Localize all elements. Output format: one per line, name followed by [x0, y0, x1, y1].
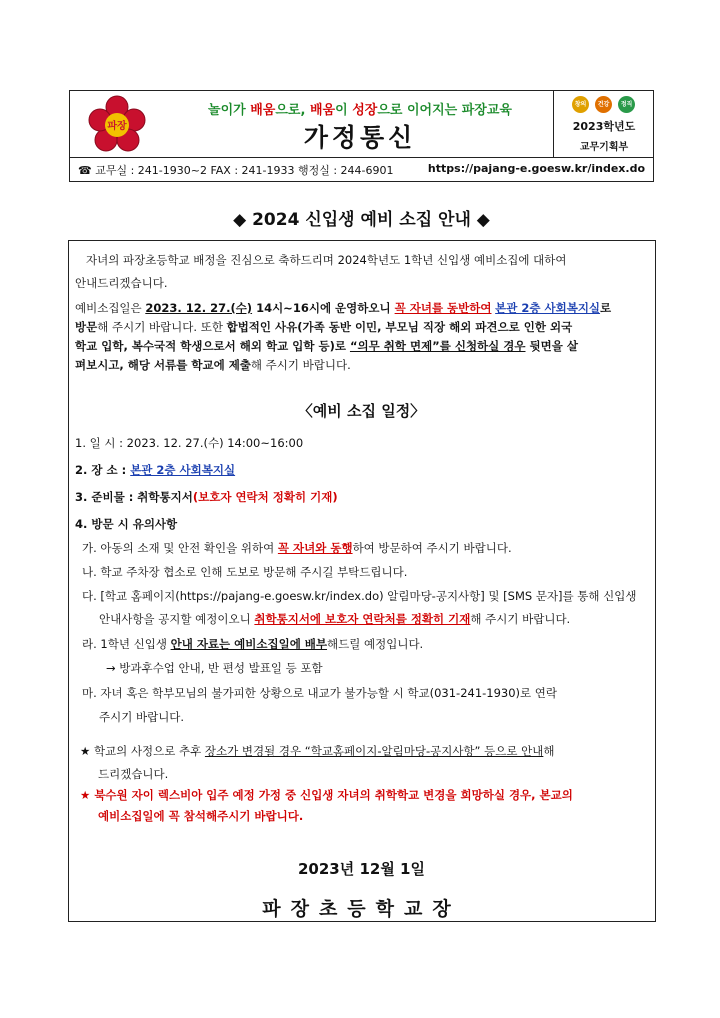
note-ma-line-2: 주시기 바랍니다.	[99, 710, 185, 724]
intro-p2-line-2	[75, 320, 572, 334]
schedule-title: 〈예비 소집 일정〉	[297, 402, 426, 420]
text: 해	[543, 744, 555, 758]
star-note-2-line-1: ★ 북수원 자이 렉스비아 입주 예정 가정 중 신입생 자녀의 취학학교 변경을 희망하실 경우, 본교의	[80, 788, 573, 802]
text: 펴보시고, 해당 서류를 학교에 제출	[75, 358, 251, 372]
note-na: 나. 학교 주차장 협소로 인해 도보로 방문해 주시길 부탁드립니다.	[82, 565, 408, 579]
item-4-notes: 4. 방문 시 유의사항	[75, 517, 178, 531]
emphasis-text: 꼭 자녀를 동반하여	[394, 301, 492, 315]
badge-honesty: 정직	[618, 96, 635, 113]
header-year: 2023학년도	[572, 120, 636, 133]
intro-p2-line-3	[75, 339, 578, 353]
intro-p2-line-1	[75, 301, 611, 315]
text: 예비소집일은	[75, 301, 146, 315]
star-note-1-line-1	[80, 744, 554, 758]
text: 3. 준비물 : 취학통지서	[75, 490, 193, 504]
note-da-line-1: 다. [학교 홈페이지(https://pajang-e.goesw.kr/index.do) 알림마당-공지사항] 및 [SMS 문자]를 통해 신입생	[82, 589, 637, 603]
intro-p2-line-4	[75, 358, 351, 372]
school-logo-icon	[88, 95, 146, 153]
text: 해 주시기 바랍니다. 또한	[97, 320, 227, 334]
text: 해 주시기 바랍니다.	[250, 358, 351, 372]
emphasis-text: 꼭 자녀와 동행	[277, 541, 353, 555]
header-title: 가정통신	[303, 123, 417, 152]
header-dept: 교무기획부	[579, 142, 629, 153]
text: 해 주시기 바랍니다.	[470, 612, 571, 626]
note-ga	[82, 541, 512, 555]
text: 2. 장 소 :	[75, 463, 131, 477]
text: 로	[600, 301, 612, 315]
principal-signature: 파장초등학교장	[262, 898, 461, 920]
note-ra-sub: → 방과후수업 안내, 반 편성 발표일 등 포함	[106, 661, 323, 675]
header-slogan	[170, 99, 550, 118]
location-text: 본관 2층 사회복지실	[495, 301, 601, 315]
slogan-part: 이	[335, 103, 353, 118]
emphasis-text: (보호자 연락처 정확히 기재)	[192, 490, 338, 504]
text: ★ 학교의 사정으로 추후	[80, 744, 205, 758]
text: 뒷면을 살	[525, 339, 578, 353]
slogan-part: 으로,	[275, 103, 310, 118]
intro-line-1: 자녀의 파장초등학교 배정을 진심으로 축하드리며 2024학년도 1학년 신입생 예비소집에 대하여	[86, 253, 567, 267]
header-right-panel	[553, 91, 654, 157]
exemption-text: “의무 취학 면제”를 신청하실 경우	[349, 339, 526, 353]
text: 안내사항을 공지할 예정이오니	[99, 612, 255, 626]
badge-creativity: 창의	[572, 96, 589, 113]
slogan-part: 배움	[250, 103, 276, 118]
header-url[interactable]: https://pajang-e.goesw.kr/index.do	[427, 162, 645, 175]
location-text: 본관 2층 사회복지실	[130, 463, 236, 477]
note-ma-line-1: 마. 자녀 혹은 학부모님의 불가피한 상황으로 내교가 불가능할 시 학교(031-241-1930)로 연락	[82, 686, 558, 700]
text: 학교 입학, 복수국적 학생으로서 해외 학교 입학 등)로	[75, 339, 350, 353]
header-top	[70, 91, 653, 158]
item-2-location	[75, 463, 235, 477]
slogan-part: 으로 이어지는 파장교육	[377, 103, 512, 118]
badge-health: 건강	[595, 96, 612, 113]
slogan-part: 배움	[309, 103, 336, 118]
time-text: 14시~16시	[252, 301, 320, 315]
note-da-line-2	[99, 612, 570, 626]
text: 가. 아동의 소재 및 안전 확인을 위하여	[82, 541, 278, 555]
header-contact: ☎ 교무실 : 241-1930~2 FAX : 241-1933 행정실 : 244-6901	[78, 164, 394, 177]
emphasis-text: 안내 자료는 예비소집일에 배부	[170, 637, 328, 651]
emphasis-text: 장소가 변경될 경우 “학교홈페이지-알림마당-공지사항” 등으로 안내	[204, 744, 544, 758]
text: 하여 방문하여 주시기 바랍니다.	[352, 541, 512, 555]
slogan-part: 놀이가	[208, 103, 251, 118]
text: 해드릴 예정입니다.	[327, 637, 424, 651]
text: 라. 1학년 신입생	[82, 637, 171, 651]
intro-line-2: 안내드리겠습니다.	[75, 276, 168, 290]
logo-text: 파장	[107, 121, 127, 132]
issue-date: 2023년 12월 1일	[298, 860, 425, 878]
text: 합법적인 사유(가족 동반 이민, 부모님 직장 해외 파견으로 인한 외국	[226, 320, 573, 334]
star-note-2-line-2: 예비소집일에 꼭 참석해주시기 바랍니다.	[98, 809, 304, 823]
header-box	[69, 90, 654, 182]
star-note-1-line-2: 드리겠습니다.	[98, 767, 169, 781]
slogan-part: 성장	[352, 103, 378, 118]
item-1-datetime: 1. 일 시 : 2023. 12. 27.(수) 14:00~16:00	[75, 436, 304, 450]
document-title: ◆ 2024 신입생 예비 소집 안내 ◆	[233, 210, 490, 230]
date-text: 2023. 12. 27.(수)	[145, 301, 253, 315]
text: 에 운영하오니	[319, 301, 395, 315]
emphasis-text: 취학통지서에 보호자 연락처를 정확히 기재	[254, 612, 471, 626]
note-ra	[82, 637, 423, 651]
item-3-supplies	[75, 490, 338, 504]
text: 방문	[75, 320, 98, 334]
